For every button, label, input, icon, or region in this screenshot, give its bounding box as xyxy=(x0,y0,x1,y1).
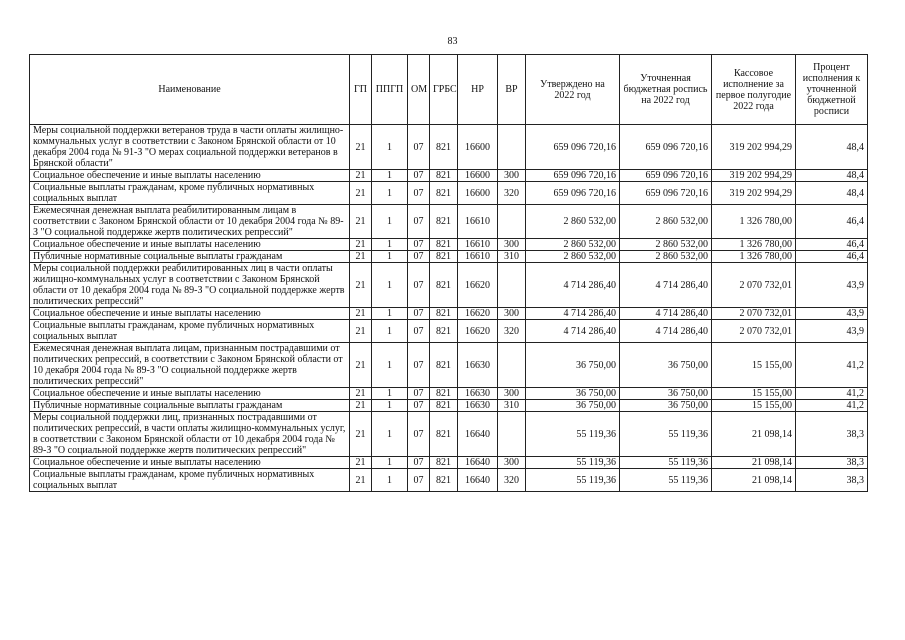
row-gp: 21 xyxy=(350,343,372,388)
row-grbs: 821 xyxy=(430,412,458,457)
row-cash: 2 070 732,01 xyxy=(712,263,796,308)
row-cash: 15 155,00 xyxy=(712,388,796,400)
row-refined: 4 714 286,40 xyxy=(620,308,712,320)
row-np: 16600 xyxy=(458,170,498,182)
row-np: 16610 xyxy=(458,239,498,251)
row-om: 07 xyxy=(408,388,430,400)
row-cash: 1 326 780,00 xyxy=(712,251,796,263)
row-name: Меры социальной поддержки ветеранов труда в части оплаты жилищно-коммунальных услуг в соответствии с Законом Брянской области от 10 декабря 2004 года № 91-З "О мерах социальной поддержки ветеранов в Брянской области" xyxy=(30,125,350,170)
row-gp: 21 xyxy=(350,388,372,400)
table-row xyxy=(30,469,868,492)
row-cash: 319 202 994,29 xyxy=(712,125,796,170)
row-vr: 320 xyxy=(498,469,526,492)
table-row xyxy=(30,125,868,170)
row-percent: 41,2 xyxy=(796,388,868,400)
row-vr: 300 xyxy=(498,239,526,251)
row-grbs: 821 xyxy=(430,400,458,412)
row-gp: 21 xyxy=(350,412,372,457)
row-om: 07 xyxy=(408,205,430,239)
row-refined: 659 096 720,16 xyxy=(620,125,712,170)
row-vr: 320 xyxy=(498,182,526,205)
table-row xyxy=(30,308,868,320)
row-vr: 310 xyxy=(498,400,526,412)
row-grbs: 821 xyxy=(430,388,458,400)
row-refined: 2 860 532,00 xyxy=(620,251,712,263)
row-percent: 38,3 xyxy=(796,469,868,492)
row-grbs: 821 xyxy=(430,320,458,343)
row-om: 07 xyxy=(408,469,430,492)
row-np: 16640 xyxy=(458,469,498,492)
row-ppgp: 1 xyxy=(372,308,408,320)
row-name: Социальное обеспечение и иные выплаты населению xyxy=(30,170,350,182)
row-om: 07 xyxy=(408,412,430,457)
row-name: Меры социальной поддержки реабилитированных лиц в части оплаты жилищно-коммунальных услуг в соответствии с Законом Брянской области от 10 декабря 2004 года № 89-З "О социальной поддержке жертв политических репрессий" xyxy=(30,263,350,308)
row-np: 16640 xyxy=(458,412,498,457)
row-refined: 4 714 286,40 xyxy=(620,263,712,308)
row-om: 07 xyxy=(408,170,430,182)
row-gp: 21 xyxy=(350,125,372,170)
row-gp: 21 xyxy=(350,457,372,469)
table-row xyxy=(30,205,868,239)
row-vr xyxy=(498,263,526,308)
row-cash: 15 155,00 xyxy=(712,343,796,388)
row-percent: 38,3 xyxy=(796,457,868,469)
row-om: 07 xyxy=(408,263,430,308)
row-name: Социальные выплаты гражданам, кроме публичных нормативных социальных выплат xyxy=(30,469,350,492)
row-np: 16620 xyxy=(458,263,498,308)
row-ppgp: 1 xyxy=(372,388,408,400)
row-approved: 2 860 532,00 xyxy=(526,251,620,263)
row-cash: 21 098,14 xyxy=(712,457,796,469)
row-percent: 48,4 xyxy=(796,182,868,205)
row-name: Ежемесячная денежная выплата лицам, признанным пострадавшими от политических репрессий, в соответствии с Законом Брянской области от 10 декабря 2004 года № 89-З "О социальной поддержке жертв политических репрессий" xyxy=(30,343,350,388)
row-np: 16640 xyxy=(458,457,498,469)
row-cash: 319 202 994,29 xyxy=(712,170,796,182)
row-gp: 21 xyxy=(350,170,372,182)
row-approved: 4 714 286,40 xyxy=(526,320,620,343)
table-header-row xyxy=(30,55,868,125)
row-approved: 36 750,00 xyxy=(526,343,620,388)
table-row xyxy=(30,388,868,400)
row-gp: 21 xyxy=(350,239,372,251)
row-cash: 15 155,00 xyxy=(712,400,796,412)
row-percent: 43,9 xyxy=(796,308,868,320)
row-grbs: 821 xyxy=(430,239,458,251)
row-name: Социальные выплаты гражданам, кроме публичных нормативных социальных выплат xyxy=(30,320,350,343)
row-ppgp: 1 xyxy=(372,343,408,388)
row-np: 16610 xyxy=(458,251,498,263)
row-name: Социальное обеспечение и иные выплаты населению xyxy=(30,388,350,400)
row-grbs: 821 xyxy=(430,457,458,469)
row-refined: 4 714 286,40 xyxy=(620,320,712,343)
col-header-gp: ГП xyxy=(350,55,372,125)
row-percent: 46,4 xyxy=(796,239,868,251)
row-refined: 36 750,00 xyxy=(620,343,712,388)
row-approved: 55 119,36 xyxy=(526,469,620,492)
row-np: 16600 xyxy=(458,125,498,170)
row-om: 07 xyxy=(408,457,430,469)
row-percent: 48,4 xyxy=(796,170,868,182)
row-vr xyxy=(498,343,526,388)
row-ppgp: 1 xyxy=(372,125,408,170)
row-refined: 55 119,36 xyxy=(620,457,712,469)
row-om: 07 xyxy=(408,320,430,343)
row-vr: 320 xyxy=(498,320,526,343)
row-vr xyxy=(498,125,526,170)
col-header-cash: Кассовое исполнение за первое полугодие 2022 года xyxy=(712,55,796,125)
table-row xyxy=(30,343,868,388)
row-refined: 55 119,36 xyxy=(620,412,712,457)
row-approved: 659 096 720,16 xyxy=(526,182,620,205)
row-ppgp: 1 xyxy=(372,205,408,239)
row-om: 07 xyxy=(408,400,430,412)
row-grbs: 821 xyxy=(430,182,458,205)
col-header-ppgp: ППГП xyxy=(372,55,408,125)
row-vr: 300 xyxy=(498,308,526,320)
row-cash: 21 098,14 xyxy=(712,469,796,492)
row-grbs: 821 xyxy=(430,170,458,182)
row-approved: 4 714 286,40 xyxy=(526,308,620,320)
row-ppgp: 1 xyxy=(372,320,408,343)
page-number: 83 xyxy=(447,36,458,47)
row-percent: 46,4 xyxy=(796,251,868,263)
row-ppgp: 1 xyxy=(372,412,408,457)
row-grbs: 821 xyxy=(430,125,458,170)
row-vr: 310 xyxy=(498,251,526,263)
row-percent: 46,4 xyxy=(796,205,868,239)
row-name: Ежемесячная денежная выплата реабилитированным лицам в соответствии с Законом Брянской области от 10 декабря 2004 года № 89-З "О социальной поддержке жертв политических репрессий" xyxy=(30,205,350,239)
row-percent: 38,3 xyxy=(796,412,868,457)
table-row xyxy=(30,400,868,412)
row-om: 07 xyxy=(408,239,430,251)
row-gp: 21 xyxy=(350,251,372,263)
table-row xyxy=(30,412,868,457)
row-cash: 2 070 732,01 xyxy=(712,308,796,320)
row-ppgp: 1 xyxy=(372,170,408,182)
row-om: 07 xyxy=(408,343,430,388)
row-approved: 36 750,00 xyxy=(526,388,620,400)
row-cash: 1 326 780,00 xyxy=(712,205,796,239)
row-np: 16600 xyxy=(458,182,498,205)
row-gp: 21 xyxy=(350,320,372,343)
row-percent: 43,9 xyxy=(796,320,868,343)
row-approved: 659 096 720,16 xyxy=(526,170,620,182)
row-gp: 21 xyxy=(350,205,372,239)
row-refined: 2 860 532,00 xyxy=(620,205,712,239)
row-vr: 300 xyxy=(498,457,526,469)
row-vr xyxy=(498,205,526,239)
row-cash: 1 326 780,00 xyxy=(712,239,796,251)
row-approved: 2 860 532,00 xyxy=(526,205,620,239)
row-name: Социальные выплаты гражданам, кроме публичных нормативных социальных выплат xyxy=(30,182,350,205)
row-np: 16630 xyxy=(458,343,498,388)
row-gp: 21 xyxy=(350,182,372,205)
row-refined: 55 119,36 xyxy=(620,469,712,492)
row-gp: 21 xyxy=(350,308,372,320)
row-approved: 659 096 720,16 xyxy=(526,125,620,170)
col-header-name: Наименование xyxy=(30,55,350,125)
table-row xyxy=(30,182,868,205)
row-refined: 659 096 720,16 xyxy=(620,182,712,205)
col-header-approved: Утверждено на 2022 год xyxy=(526,55,620,125)
row-om: 07 xyxy=(408,182,430,205)
budget-table xyxy=(29,54,868,492)
row-ppgp: 1 xyxy=(372,469,408,492)
row-percent: 41,2 xyxy=(796,343,868,388)
row-name: Социальное обеспечение и иные выплаты населению xyxy=(30,239,350,251)
row-approved: 4 714 286,40 xyxy=(526,263,620,308)
row-refined: 2 860 532,00 xyxy=(620,239,712,251)
row-np: 16620 xyxy=(458,320,498,343)
row-ppgp: 1 xyxy=(372,239,408,251)
col-header-grbs: ГРБС xyxy=(430,55,458,125)
row-refined: 36 750,00 xyxy=(620,400,712,412)
row-approved: 36 750,00 xyxy=(526,400,620,412)
row-name: Социальное обеспечение и иные выплаты населению xyxy=(30,308,350,320)
row-name: Публичные нормативные социальные выплаты гражданам xyxy=(30,251,350,263)
col-header-refined: Уточненная бюджетная роспись на 2022 год xyxy=(620,55,712,125)
col-header-vr: ВР xyxy=(498,55,526,125)
table-row xyxy=(30,170,868,182)
row-grbs: 821 xyxy=(430,263,458,308)
table-row xyxy=(30,457,868,469)
row-om: 07 xyxy=(408,308,430,320)
row-approved: 2 860 532,00 xyxy=(526,239,620,251)
row-grbs: 821 xyxy=(430,251,458,263)
col-header-np: НР xyxy=(458,55,498,125)
row-name: Публичные нормативные социальные выплаты гражданам xyxy=(30,400,350,412)
row-approved: 55 119,36 xyxy=(526,457,620,469)
row-name: Меры социальной поддержки лиц, признанных пострадавшими от политических репрессий, в части оплаты жилищно-коммунальных услуг, в соответствии с Законом Брянской области от 10 декабря 2004 года № 89-З "О социальной поддержке жертв политических репрессий" xyxy=(30,412,350,457)
row-vr: 300 xyxy=(498,170,526,182)
row-ppgp: 1 xyxy=(372,400,408,412)
table-row xyxy=(30,251,868,263)
row-om: 07 xyxy=(408,251,430,263)
row-ppgp: 1 xyxy=(372,251,408,263)
row-np: 16620 xyxy=(458,308,498,320)
row-cash: 21 098,14 xyxy=(712,412,796,457)
row-refined: 36 750,00 xyxy=(620,388,712,400)
row-cash: 319 202 994,29 xyxy=(712,182,796,205)
row-gp: 21 xyxy=(350,263,372,308)
row-percent: 43,9 xyxy=(796,263,868,308)
row-np: 16630 xyxy=(458,400,498,412)
row-vr: 300 xyxy=(498,388,526,400)
row-percent: 48,4 xyxy=(796,125,868,170)
table-row xyxy=(30,320,868,343)
table-row xyxy=(30,239,868,251)
row-gp: 21 xyxy=(350,469,372,492)
row-om: 07 xyxy=(408,125,430,170)
row-ppgp: 1 xyxy=(372,263,408,308)
row-gp: 21 xyxy=(350,400,372,412)
row-approved: 55 119,36 xyxy=(526,412,620,457)
col-header-percent: Процент исполнения к уточненной бюджетной росписи xyxy=(796,55,868,125)
row-ppgp: 1 xyxy=(372,457,408,469)
row-grbs: 821 xyxy=(430,469,458,492)
row-percent: 41,2 xyxy=(796,400,868,412)
row-np: 16630 xyxy=(458,388,498,400)
row-np: 16610 xyxy=(458,205,498,239)
row-cash: 2 070 732,01 xyxy=(712,320,796,343)
table-row xyxy=(30,263,868,308)
row-grbs: 821 xyxy=(430,308,458,320)
row-vr xyxy=(498,412,526,457)
row-name: Социальное обеспечение и иные выплаты населению xyxy=(30,457,350,469)
row-refined: 659 096 720,16 xyxy=(620,170,712,182)
row-ppgp: 1 xyxy=(372,182,408,205)
row-grbs: 821 xyxy=(430,205,458,239)
col-header-om: ОМ xyxy=(408,55,430,125)
row-grbs: 821 xyxy=(430,343,458,388)
